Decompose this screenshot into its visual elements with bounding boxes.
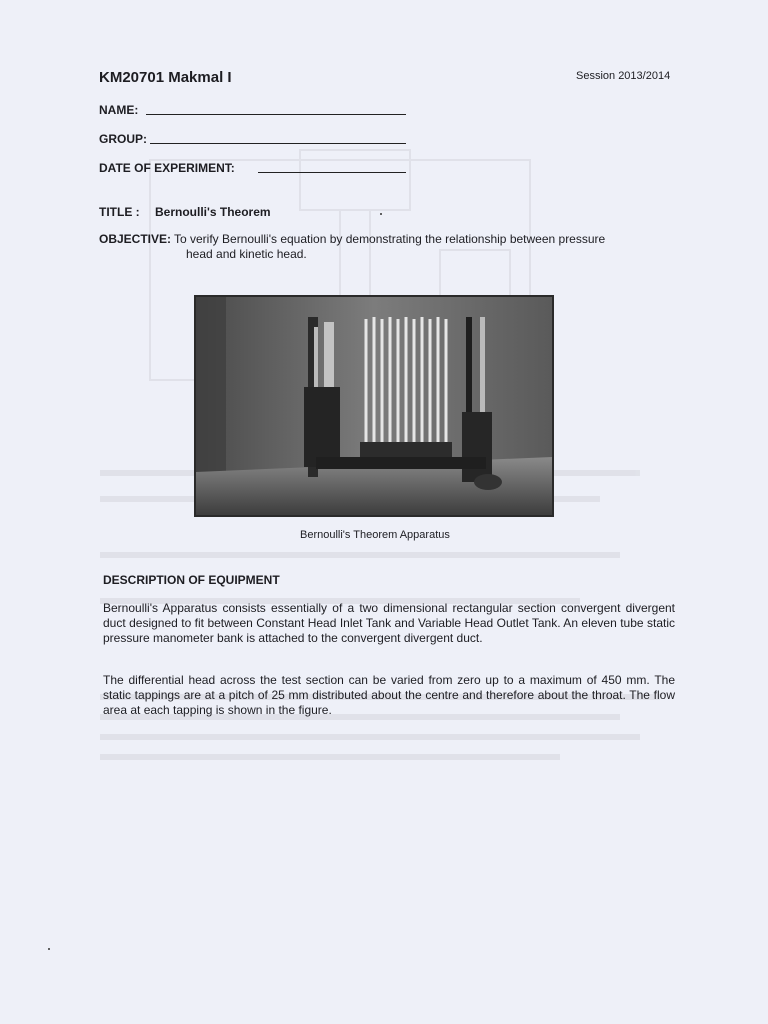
title-label: TITLE : — [99, 205, 140, 219]
apparatus-illustration — [196, 297, 552, 515]
section-heading: DESCRIPTION OF EQUIPMENT — [103, 573, 280, 587]
objective-line-2: head and kinetic head. — [186, 247, 307, 261]
name-label: NAME: — [99, 103, 139, 117]
name-field — [99, 103, 138, 117]
description-paragraph-2: The differential head across the test section can be varied from zero up to a maximum of 450 mm. The static tappings are at a pitch of 25 mm distributed about the centre and therefore about the throat. The flow area at each tapping is shown in the figure. — [103, 673, 675, 717]
name-line — [146, 114, 406, 115]
date-field — [99, 161, 235, 175]
course-title: KM20701 Makmal I — [99, 69, 232, 86]
group-line — [150, 143, 406, 144]
objective-text — [174, 232, 694, 262]
stray-mark — [48, 948, 50, 950]
figure-caption: Bernoulli's Theorem Apparatus — [300, 529, 450, 541]
group-field — [99, 132, 147, 146]
date-label: DATE OF EXPERIMENT: — [99, 161, 235, 175]
objective-label: OBJECTIVE: — [99, 232, 172, 246]
title-value: Bernoulli's Theorem — [155, 205, 271, 219]
date-line — [258, 172, 406, 173]
objective-line-1: To verify Bernoulli's equation by demonstrating the relationship between pressure — [174, 232, 606, 246]
stray-mark — [380, 213, 382, 215]
group-label: GROUP: — [99, 132, 147, 146]
apparatus-photo — [194, 295, 554, 517]
session-label: Session 2013/2014 — [576, 70, 671, 82]
description-paragraph-1: Bernoulli's Apparatus consists essentially of a two dimensional rectangular section convergent divergent duct designed to fit between Constant Head Inlet Tank and Variable Head Outlet Tank. An eleven tube static pressure manometer bank is attached to the convergent divergent duct. — [103, 601, 675, 645]
